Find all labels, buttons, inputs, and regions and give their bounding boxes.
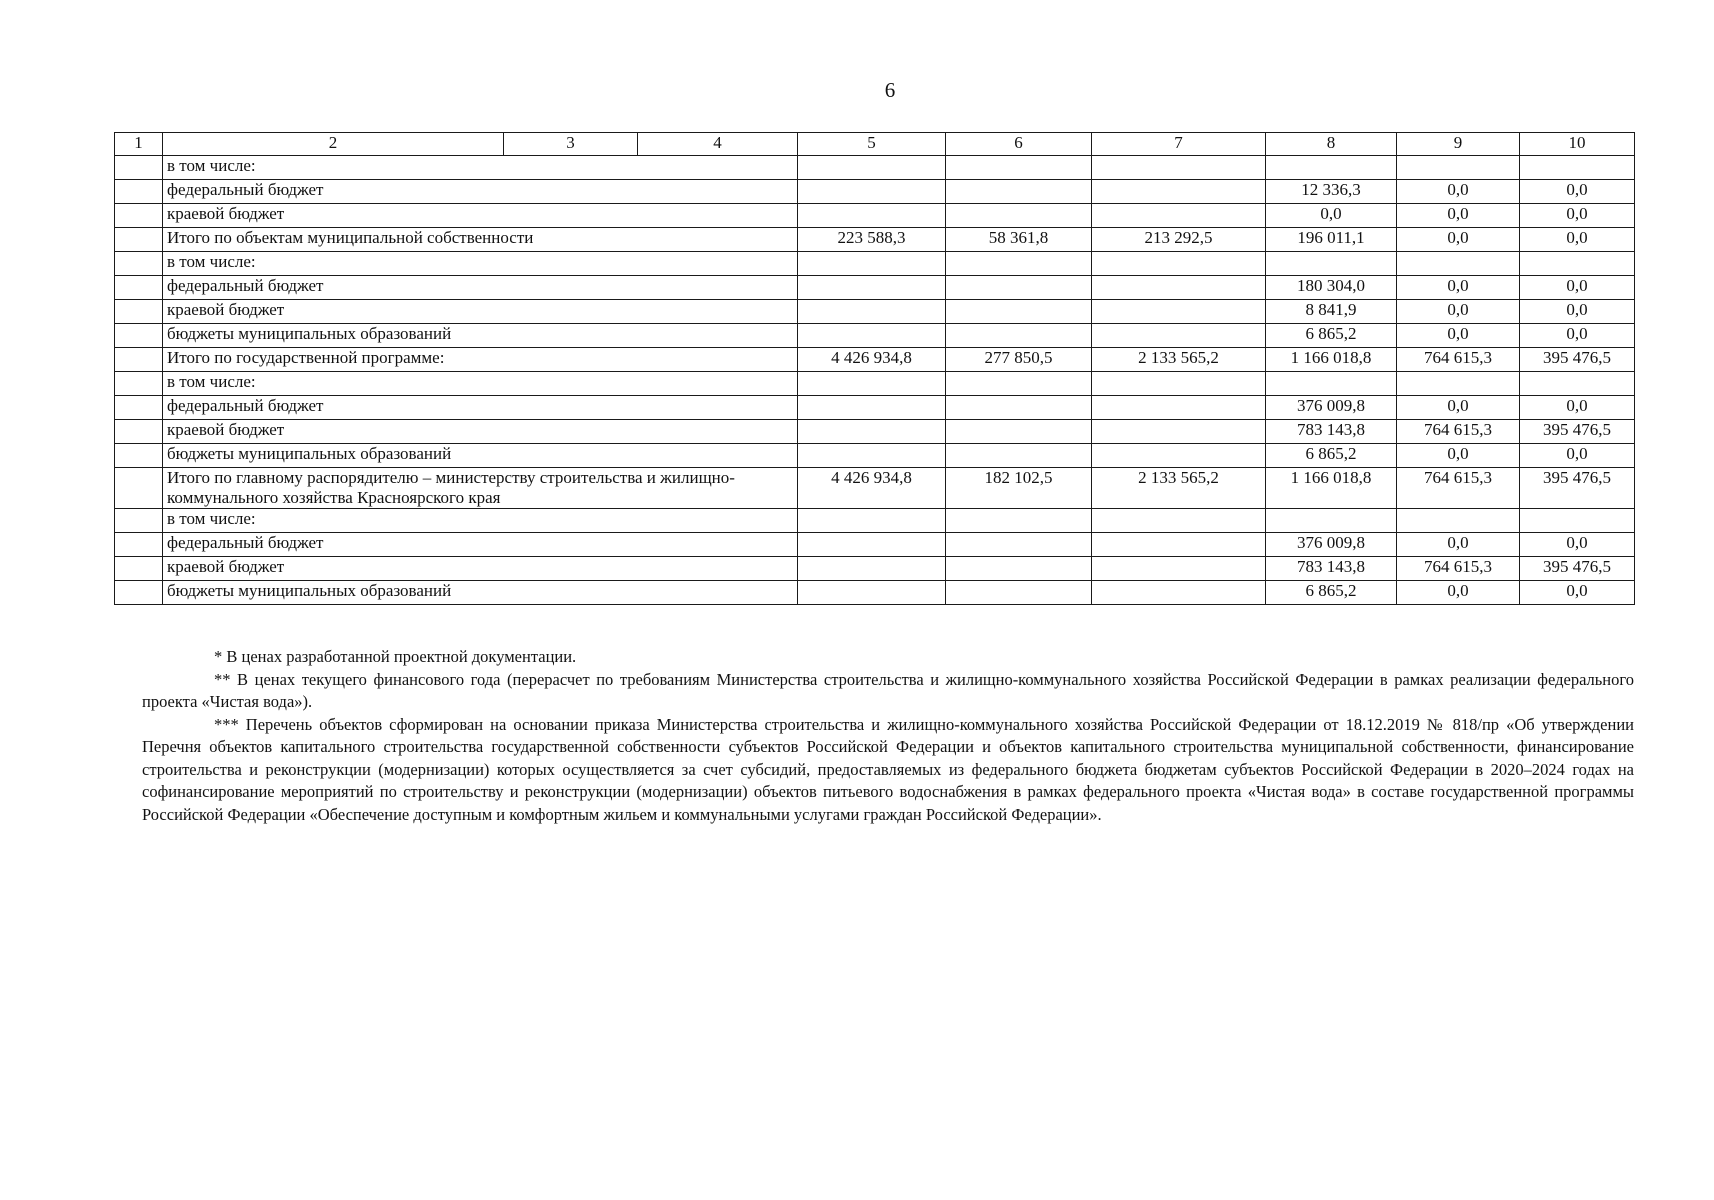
row-number-cell: [115, 300, 163, 324]
value-cell-col-10: 0,0: [1520, 300, 1635, 324]
value-cell-col-5: 4 426 934,8: [798, 348, 946, 372]
value-cell-col-9: 0,0: [1397, 533, 1520, 557]
value-cell-col-7: [1092, 324, 1266, 348]
value-cell-col-8: 6 865,2: [1266, 581, 1397, 605]
row-label: федеральный бюджет: [163, 180, 798, 204]
row-label: в том числе:: [163, 372, 798, 396]
value-cell-col-8: 783 143,8: [1266, 557, 1397, 581]
header-cell-col-5: 5: [798, 133, 946, 156]
row-number-cell: [115, 180, 163, 204]
row-label: федеральный бюджет: [163, 396, 798, 420]
row-number-cell: [115, 252, 163, 276]
value-cell-col-9: 0,0: [1397, 300, 1520, 324]
value-cell-col-8: 6 865,2: [1266, 324, 1397, 348]
value-cell-col-9: 0,0: [1397, 581, 1520, 605]
row-number-cell: [115, 420, 163, 444]
row-number-cell: [115, 444, 163, 468]
value-cell-col-8: 12 336,3: [1266, 180, 1397, 204]
value-cell-col-8: [1266, 156, 1397, 180]
row-label: краевой бюджет: [163, 204, 798, 228]
value-cell-col-9: 764 615,3: [1397, 420, 1520, 444]
footnote-1: * В ценах разработанной проектной документации.: [214, 647, 577, 666]
value-cell-col-5: [798, 420, 946, 444]
value-cell-col-8: 1 166 018,8: [1266, 468, 1397, 509]
header-cell-col-9: 9: [1397, 133, 1520, 156]
row-label: краевой бюджет: [163, 300, 798, 324]
value-cell-col-9: 764 615,3: [1397, 348, 1520, 372]
value-cell-col-8: 1 166 018,8: [1266, 348, 1397, 372]
row-number-cell: [115, 228, 163, 252]
value-cell-col-8: 376 009,8: [1266, 396, 1397, 420]
value-cell-col-9: 0,0: [1397, 228, 1520, 252]
value-cell-col-5: [798, 372, 946, 396]
value-cell-col-7: [1092, 396, 1266, 420]
value-cell-col-6: [946, 509, 1092, 533]
value-cell-col-5: 223 588,3: [798, 228, 946, 252]
value-cell-col-9: [1397, 509, 1520, 533]
header-cell-col-4: 4: [638, 133, 798, 156]
value-cell-col-7: [1092, 372, 1266, 396]
header-row: [115, 133, 1635, 156]
header-cell-col-2: 2: [163, 133, 504, 156]
table-row: [115, 156, 1635, 180]
value-cell-col-6: [946, 420, 1092, 444]
row-number-cell: [115, 276, 163, 300]
row-label: в том числе:: [163, 252, 798, 276]
value-cell-col-6: [946, 324, 1092, 348]
value-cell-col-5: [798, 509, 946, 533]
row-number-cell: [115, 581, 163, 605]
row-label: бюджеты муниципальных образований: [163, 444, 798, 468]
value-cell-col-10: 395 476,5: [1520, 348, 1635, 372]
value-cell-col-7: [1092, 156, 1266, 180]
table-row: [115, 324, 1635, 348]
value-cell-col-7: [1092, 420, 1266, 444]
value-cell-col-8: 8 841,9: [1266, 300, 1397, 324]
row-label: в том числе:: [163, 509, 798, 533]
value-cell-col-6: [946, 533, 1092, 557]
value-cell-col-10: 395 476,5: [1520, 468, 1635, 509]
value-cell-col-5: [798, 204, 946, 228]
value-cell-col-7: [1092, 444, 1266, 468]
value-cell-col-10: 0,0: [1520, 324, 1635, 348]
table-row: [115, 581, 1635, 605]
value-cell-col-8: [1266, 252, 1397, 276]
footnote-3: *** Перечень объектов сформирован на основании приказа Министерства строительства и жилищно-коммунального хозяйства Российской Федерации от 18.12.2019 № 818/пр «Об утверждении Перечня объектов капитального строительства государственной собственности субъектов Российской Федерации и объектов капитального строительства муниципальной собственности, финансирование строительства и реконструкции (модернизации) которых осуществляется за счет субсидий, предоставляемых из федерального бюджета бюджетам субъектов Российской Федерации в 2020–2024 годах на софинансирование мероприятий по строительству и реконструкции (модернизации) объектов питьевого водоснабжения в рамках федерального проекта «Чистая вода» в составе государственной программы Российской Федерации «Обеспечение доступным и комфортным жильем и коммунальными услугами граждан Российской Федерации».: [142, 714, 1634, 824]
row-number-cell: [115, 533, 163, 557]
footnote-2: ** В ценах текущего финансового года (перерасчет по требованиям Министерства строительства и жилищно-коммунального хозяйства Российской Федерации в рамках реализации федерального проекта «Чистая вода»).: [142, 669, 1634, 711]
header-cell-col-7: 7: [1092, 133, 1266, 156]
value-cell-col-5: [798, 444, 946, 468]
table-body: [115, 156, 1635, 605]
value-cell-col-9: 0,0: [1397, 276, 1520, 300]
value-cell-col-8: 376 009,8: [1266, 533, 1397, 557]
value-cell-col-7: [1092, 509, 1266, 533]
value-cell-col-6: [946, 252, 1092, 276]
value-cell-col-10: 0,0: [1520, 396, 1635, 420]
value-cell-col-8: 0,0: [1266, 204, 1397, 228]
value-cell-col-8: [1266, 372, 1397, 396]
value-cell-col-9: [1397, 372, 1520, 396]
value-cell-col-9: 0,0: [1397, 396, 1520, 420]
value-cell-col-10: 0,0: [1520, 276, 1635, 300]
page-number: 6: [884, 78, 896, 102]
value-cell-col-6: [946, 581, 1092, 605]
value-cell-col-6: 58 361,8: [946, 228, 1092, 252]
table-row: [115, 420, 1635, 444]
value-cell-col-10: 0,0: [1520, 204, 1635, 228]
value-cell-col-8: 6 865,2: [1266, 444, 1397, 468]
value-cell-col-7: [1092, 533, 1266, 557]
header-cell-col-3: 3: [504, 133, 638, 156]
value-cell-col-7: [1092, 581, 1266, 605]
value-cell-col-5: 4 426 934,8: [798, 468, 946, 509]
row-label: краевой бюджет: [163, 557, 798, 581]
row-label: Итого по государственной программе:: [163, 348, 798, 372]
value-cell-col-5: [798, 252, 946, 276]
table-row: [115, 300, 1635, 324]
table-row: [115, 468, 1635, 509]
value-cell-col-10: 0,0: [1520, 533, 1635, 557]
row-number-cell: [115, 324, 163, 348]
value-cell-col-8: 180 304,0: [1266, 276, 1397, 300]
value-cell-col-9: 764 615,3: [1397, 557, 1520, 581]
table-row: [115, 204, 1635, 228]
value-cell-col-6: 277 850,5: [946, 348, 1092, 372]
value-cell-col-7: [1092, 252, 1266, 276]
value-cell-col-5: [798, 396, 946, 420]
value-cell-col-6: [946, 180, 1092, 204]
value-cell-col-6: [946, 557, 1092, 581]
header-cell-col-8: 8: [1266, 133, 1397, 156]
table-row: [115, 533, 1635, 557]
value-cell-col-7: 2 133 565,2: [1092, 348, 1266, 372]
footnotes: [142, 646, 1634, 826]
row-label: Итого по главному распорядителю – министерству строительства и жилищно-коммунального хозяйства Красноярского края: [163, 468, 798, 509]
value-cell-col-6: [946, 396, 1092, 420]
value-cell-col-5: [798, 300, 946, 324]
table-row: [115, 228, 1635, 252]
table-row: [115, 180, 1635, 204]
value-cell-col-9: 0,0: [1397, 180, 1520, 204]
value-cell-col-10: 0,0: [1520, 444, 1635, 468]
row-number-cell: [115, 204, 163, 228]
table-row: [115, 252, 1635, 276]
value-cell-col-7: [1092, 276, 1266, 300]
value-cell-col-8: 783 143,8: [1266, 420, 1397, 444]
value-cell-col-6: [946, 204, 1092, 228]
row-number-cell: [115, 396, 163, 420]
value-cell-col-8: [1266, 509, 1397, 533]
value-cell-col-10: [1520, 509, 1635, 533]
header-cell-col-1: 1: [115, 133, 163, 156]
row-label: бюджеты муниципальных образований: [163, 581, 798, 605]
table-row: [115, 276, 1635, 300]
value-cell-col-6: [946, 372, 1092, 396]
value-cell-col-5: [798, 324, 946, 348]
value-cell-col-7: [1092, 180, 1266, 204]
value-cell-col-6: [946, 300, 1092, 324]
value-cell-col-10: [1520, 252, 1635, 276]
value-cell-col-6: [946, 156, 1092, 180]
table-row: [115, 396, 1635, 420]
value-cell-col-5: [798, 581, 946, 605]
row-label: в том числе:: [163, 156, 798, 180]
value-cell-col-10: 395 476,5: [1520, 420, 1635, 444]
value-cell-col-10: [1520, 372, 1635, 396]
value-cell-col-7: 2 133 565,2: [1092, 468, 1266, 509]
value-cell-col-10: [1520, 156, 1635, 180]
value-cell-col-5: [798, 557, 946, 581]
value-cell-col-10: 0,0: [1520, 180, 1635, 204]
value-cell-col-5: [798, 180, 946, 204]
row-number-cell: [115, 557, 163, 581]
value-cell-col-5: [798, 276, 946, 300]
value-cell-col-10: 395 476,5: [1520, 557, 1635, 581]
row-number-cell: [115, 468, 163, 509]
value-cell-col-6: [946, 444, 1092, 468]
value-cell-col-9: 764 615,3: [1397, 468, 1520, 509]
value-cell-col-7: 213 292,5: [1092, 228, 1266, 252]
value-cell-col-9: 0,0: [1397, 324, 1520, 348]
value-cell-col-8: 196 011,1: [1266, 228, 1397, 252]
row-label: краевой бюджет: [163, 420, 798, 444]
budget-table: [114, 132, 1635, 605]
value-cell-col-9: 0,0: [1397, 204, 1520, 228]
row-number-cell: [115, 372, 163, 396]
value-cell-col-9: [1397, 252, 1520, 276]
header-cell-col-10: 10: [1520, 133, 1635, 156]
row-label: Итого по объектам муниципальной собственности: [163, 228, 798, 252]
table-row: [115, 444, 1635, 468]
value-cell-col-6: 182 102,5: [946, 468, 1092, 509]
value-cell-col-10: 0,0: [1520, 228, 1635, 252]
row-label: федеральный бюджет: [163, 533, 798, 557]
table-row: [115, 372, 1635, 396]
row-number-cell: [115, 156, 163, 180]
value-cell-col-5: [798, 156, 946, 180]
header-cell-col-6: 6: [946, 133, 1092, 156]
value-cell-col-5: [798, 533, 946, 557]
value-cell-col-6: [946, 276, 1092, 300]
value-cell-col-7: [1092, 300, 1266, 324]
row-number-cell: [115, 348, 163, 372]
row-number-cell: [115, 509, 163, 533]
table-row: [115, 348, 1635, 372]
row-label: федеральный бюджет: [163, 276, 798, 300]
value-cell-col-7: [1092, 557, 1266, 581]
row-label: бюджеты муниципальных образований: [163, 324, 798, 348]
value-cell-col-9: [1397, 156, 1520, 180]
table-row: [115, 557, 1635, 581]
value-cell-col-10: 0,0: [1520, 581, 1635, 605]
value-cell-col-7: [1092, 204, 1266, 228]
table-row: [115, 509, 1635, 533]
value-cell-col-9: 0,0: [1397, 444, 1520, 468]
table-header: [115, 133, 1635, 156]
